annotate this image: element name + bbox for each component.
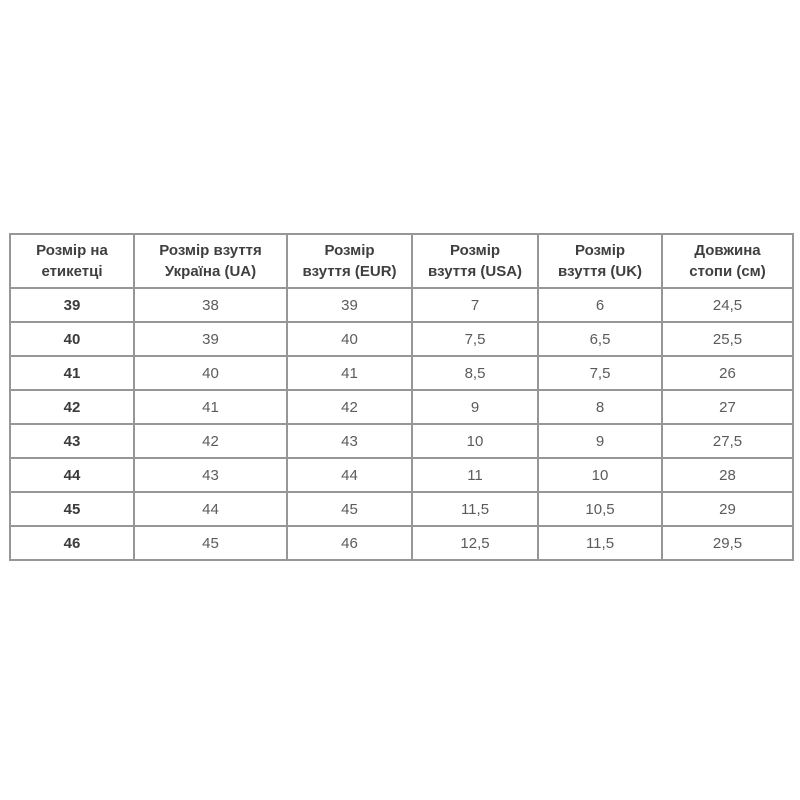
- table-cell-usa: 8,5: [412, 356, 538, 390]
- table-cell-usa: 7,5: [412, 322, 538, 356]
- table-row: [10, 492, 793, 526]
- table-cell-uk: 6: [538, 288, 662, 322]
- table-cell-ua: 44: [134, 492, 287, 526]
- table-cell-label: 40: [10, 322, 134, 356]
- header-size-usa: [412, 234, 538, 288]
- table-cell-eur: 45: [287, 492, 412, 526]
- table-cell-eur: 40: [287, 322, 412, 356]
- table-cell-eur: 41: [287, 356, 412, 390]
- header-size-ua: [134, 234, 287, 288]
- table-cell-eur: 43: [287, 424, 412, 458]
- table-cell-ua: 42: [134, 424, 287, 458]
- table-row: [10, 356, 793, 390]
- header-size-uk: [538, 234, 662, 288]
- table-row: [10, 322, 793, 356]
- header-size-label-line2: етикетці: [41, 263, 103, 280]
- header-size-label: [10, 234, 134, 288]
- table-cell-uk: 10: [538, 458, 662, 492]
- header-foot-length-line1: Довжина: [694, 242, 761, 259]
- table-cell-uk: 6,5: [538, 322, 662, 356]
- table-cell-cm: 24,5: [662, 288, 793, 322]
- table-cell-usa: 12,5: [412, 526, 538, 560]
- table-cell-cm: 27,5: [662, 424, 793, 458]
- header-size-uk-line1: Розмір: [574, 242, 626, 259]
- table-cell-uk: 8: [538, 390, 662, 424]
- table-cell-label: 45: [10, 492, 134, 526]
- header-size-ua-line2: Україна (UA): [164, 263, 257, 280]
- table-cell-cm: 29: [662, 492, 793, 526]
- table-cell-eur: 44: [287, 458, 412, 492]
- table-cell-eur: 39: [287, 288, 412, 322]
- table-cell-cm: 25,5: [662, 322, 793, 356]
- table-header-row: [10, 234, 793, 288]
- table-cell-usa: 11,5: [412, 492, 538, 526]
- table-cell-ua: 41: [134, 390, 287, 424]
- header-size-eur-line1: Розмір: [324, 242, 375, 259]
- table-cell-usa: 7: [412, 288, 538, 322]
- table-cell-uk: 9: [538, 424, 662, 458]
- table-cell-ua: 45: [134, 526, 287, 560]
- table-cell-eur: 42: [287, 390, 412, 424]
- table-cell-cm: 28: [662, 458, 793, 492]
- table-cell-cm: 26: [662, 356, 793, 390]
- table-row: [10, 424, 793, 458]
- table-header: [10, 234, 793, 288]
- table-cell-eur: 46: [287, 526, 412, 560]
- table-cell-ua: 38: [134, 288, 287, 322]
- table-cell-usa: 11: [412, 458, 538, 492]
- table-cell-uk: 10,5: [538, 492, 662, 526]
- table-cell-label: 39: [10, 288, 134, 322]
- table-cell-label: 46: [10, 526, 134, 560]
- header-foot-length-line2: стопи (см): [689, 263, 766, 280]
- table-cell-usa: 9: [412, 390, 538, 424]
- table-cell-label: 42: [10, 390, 134, 424]
- table-cell-cm: 27: [662, 390, 793, 424]
- header-size-label-line1: Розмір на: [36, 242, 108, 259]
- header-size-usa-line2: взуття (USA): [427, 263, 523, 280]
- header-size-eur-line2: взуття (EUR): [302, 263, 397, 280]
- header-foot-length: [662, 234, 793, 288]
- table-row: [10, 458, 793, 492]
- table-row: [10, 288, 793, 322]
- shoe-size-table: [9, 233, 794, 561]
- table-cell-uk: 11,5: [538, 526, 662, 560]
- table-body: [10, 288, 793, 560]
- table-cell-label: 44: [10, 458, 134, 492]
- table-cell-ua: 40: [134, 356, 287, 390]
- header-size-usa-line1: Розмір: [449, 242, 501, 259]
- table-cell-label: 41: [10, 356, 134, 390]
- header-size-uk-line2: взуття (UK): [557, 263, 643, 280]
- table-row: [10, 526, 793, 560]
- table-cell-uk: 7,5: [538, 356, 662, 390]
- header-size-ua-line1: Розмір взуття: [159, 242, 262, 259]
- table-cell-usa: 10: [412, 424, 538, 458]
- table-cell-ua: 43: [134, 458, 287, 492]
- table-row: [10, 390, 793, 424]
- table-cell-label: 43: [10, 424, 134, 458]
- table-cell-cm: 29,5: [662, 526, 793, 560]
- table-cell-ua: 39: [134, 322, 287, 356]
- header-size-eur: [287, 234, 412, 288]
